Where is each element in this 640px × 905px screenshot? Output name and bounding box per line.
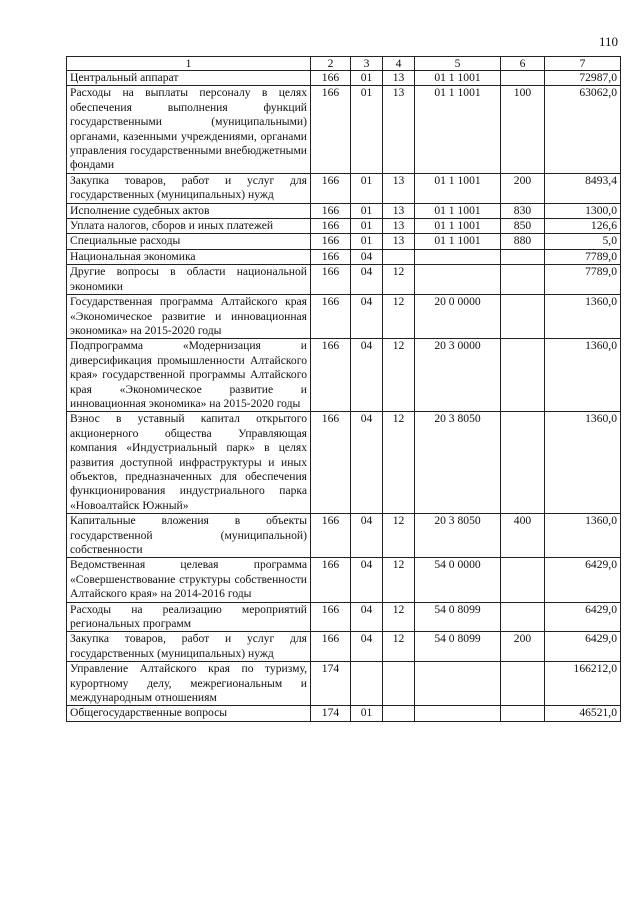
table-row <box>67 203 621 218</box>
cell-expense-type <box>501 602 545 632</box>
budget-table <box>66 56 621 722</box>
cell-expense-type <box>501 265 545 295</box>
table-row <box>67 295 621 339</box>
cell-subsection: 12 <box>383 339 415 412</box>
cell-amount: 1360,0 <box>545 339 621 412</box>
header-col-5: 5 <box>415 57 501 71</box>
cell-ministry-code: 166 <box>311 219 351 234</box>
cell-subsection: 13 <box>383 71 415 86</box>
cell-subsection: 13 <box>383 219 415 234</box>
cell-subsection: 12 <box>383 412 415 514</box>
cell-name: Ведомственная целевая программа «Совершенствование структуры собственности Алтайского края» на 2014-2016 годы <box>67 558 311 602</box>
cell-expense-type: 830 <box>501 203 545 218</box>
cell-target-article: 01 1 1001 <box>415 71 501 86</box>
cell-target-article: 20 3 8050 <box>415 412 501 514</box>
cell-subsection: 12 <box>383 602 415 632</box>
cell-expense-type: 400 <box>501 514 545 558</box>
table-row <box>67 706 621 721</box>
cell-section: 01 <box>351 706 383 721</box>
cell-amount: 166212,0 <box>545 662 621 706</box>
cell-section: 04 <box>351 295 383 339</box>
cell-subsection <box>383 662 415 706</box>
cell-section: 01 <box>351 173 383 203</box>
header-col-1: 1 <box>67 57 311 71</box>
cell-amount: 46521,0 <box>545 706 621 721</box>
cell-ministry-code: 166 <box>311 558 351 602</box>
cell-section: 01 <box>351 203 383 218</box>
cell-subsection: 13 <box>383 234 415 249</box>
cell-expense-type <box>501 706 545 721</box>
cell-expense-type: 200 <box>501 632 545 662</box>
cell-ministry-code: 166 <box>311 173 351 203</box>
table-row <box>67 249 621 264</box>
cell-ministry-code: 174 <box>311 706 351 721</box>
cell-target-article: 01 1 1001 <box>415 203 501 218</box>
cell-name: Расходы на реализацию мероприятий региональных программ <box>67 602 311 632</box>
cell-name: Управление Алтайского края по туризму, курортному делу, межрегиональным и международным отношениям <box>67 662 311 706</box>
header-col-4: 4 <box>383 57 415 71</box>
cell-subsection: 13 <box>383 86 415 173</box>
cell-amount: 6429,0 <box>545 632 621 662</box>
cell-amount: 1360,0 <box>545 295 621 339</box>
cell-name: Исполнение судебных актов <box>67 203 311 218</box>
cell-expense-type: 850 <box>501 219 545 234</box>
cell-ministry-code: 166 <box>311 249 351 264</box>
cell-ministry-code: 174 <box>311 662 351 706</box>
cell-expense-type: 200 <box>501 173 545 203</box>
cell-section: 01 <box>351 234 383 249</box>
cell-subsection: 13 <box>383 173 415 203</box>
cell-target-article: 54 0 8099 <box>415 632 501 662</box>
cell-section: 01 <box>351 86 383 173</box>
cell-ministry-code: 166 <box>311 514 351 558</box>
cell-expense-type <box>501 249 545 264</box>
cell-ministry-code: 166 <box>311 234 351 249</box>
cell-section: 04 <box>351 558 383 602</box>
cell-target-article: 20 3 8050 <box>415 514 501 558</box>
page-number: 110 <box>598 34 618 49</box>
table-row <box>67 662 621 706</box>
cell-ministry-code: 166 <box>311 295 351 339</box>
cell-amount: 72987,0 <box>545 71 621 86</box>
cell-name: Другие вопросы в области национальной экономики <box>67 265 311 295</box>
table-row <box>67 173 621 203</box>
table-row <box>67 71 621 86</box>
cell-section <box>351 662 383 706</box>
cell-section: 04 <box>351 265 383 295</box>
cell-ministry-code: 166 <box>311 86 351 173</box>
cell-name: Капитальные вложения в объекты государственной (муниципальной) собственности <box>67 514 311 558</box>
cell-section: 04 <box>351 514 383 558</box>
cell-subsection <box>383 706 415 721</box>
header-col-6: 6 <box>501 57 545 71</box>
cell-subsection: 12 <box>383 295 415 339</box>
cell-expense-type: 880 <box>501 234 545 249</box>
cell-section: 04 <box>351 632 383 662</box>
cell-subsection: 12 <box>383 514 415 558</box>
cell-target-article <box>415 249 501 264</box>
cell-ministry-code: 166 <box>311 265 351 295</box>
cell-expense-type <box>501 295 545 339</box>
cell-section: 04 <box>351 412 383 514</box>
cell-section: 01 <box>351 219 383 234</box>
cell-target-article <box>415 662 501 706</box>
table-row <box>67 514 621 558</box>
cell-target-article: 01 1 1001 <box>415 219 501 234</box>
header-col-7: 7 <box>545 57 621 71</box>
cell-name: Уплата налогов, сборов и иных платежей <box>67 219 311 234</box>
cell-target-article: 01 1 1001 <box>415 86 501 173</box>
cell-amount: 5,0 <box>545 234 621 249</box>
cell-amount: 7789,0 <box>545 249 621 264</box>
cell-target-article: 20 3 0000 <box>415 339 501 412</box>
cell-expense-type: 100 <box>501 86 545 173</box>
header-col-2: 2 <box>311 57 351 71</box>
cell-expense-type <box>501 558 545 602</box>
cell-amount: 63062,0 <box>545 86 621 173</box>
cell-target-article <box>415 706 501 721</box>
cell-ministry-code: 166 <box>311 339 351 412</box>
cell-amount: 6429,0 <box>545 602 621 632</box>
cell-section: 04 <box>351 249 383 264</box>
cell-target-article: 54 0 0000 <box>415 558 501 602</box>
cell-subsection <box>383 249 415 264</box>
cell-amount: 126,6 <box>545 219 621 234</box>
cell-amount: 1300,0 <box>545 203 621 218</box>
table-row <box>67 339 621 412</box>
cell-ministry-code: 166 <box>311 632 351 662</box>
cell-name: Национальная экономика <box>67 249 311 264</box>
cell-amount: 1360,0 <box>545 412 621 514</box>
table-body <box>67 71 621 722</box>
table-row <box>67 602 621 632</box>
cell-ministry-code: 166 <box>311 71 351 86</box>
cell-target-article: 01 1 1001 <box>415 173 501 203</box>
cell-target-article: 54 0 8099 <box>415 602 501 632</box>
cell-amount: 8493,4 <box>545 173 621 203</box>
table-row <box>67 86 621 173</box>
cell-expense-type <box>501 71 545 86</box>
cell-subsection: 12 <box>383 265 415 295</box>
cell-name: Центральный аппарат <box>67 71 311 86</box>
cell-target-article: 01 1 1001 <box>415 234 501 249</box>
table-row <box>67 632 621 662</box>
cell-ministry-code: 166 <box>311 412 351 514</box>
cell-name: Закупка товаров, работ и услуг для государственных (муниципальных) нужд <box>67 173 311 203</box>
cell-name: Закупка товаров, работ и услуг для государственных (муниципальных) нужд <box>67 632 311 662</box>
cell-ministry-code: 166 <box>311 602 351 632</box>
cell-expense-type <box>501 662 545 706</box>
cell-expense-type <box>501 412 545 514</box>
cell-amount: 6429,0 <box>545 558 621 602</box>
cell-amount: 7789,0 <box>545 265 621 295</box>
cell-name: Специальные расходы <box>67 234 311 249</box>
cell-target-article <box>415 265 501 295</box>
table-row <box>67 219 621 234</box>
cell-target-article: 20 0 0000 <box>415 295 501 339</box>
table-row <box>67 234 621 249</box>
table-row <box>67 558 621 602</box>
cell-section: 01 <box>351 71 383 86</box>
header-col-3: 3 <box>351 57 383 71</box>
header-row <box>67 57 621 71</box>
cell-ministry-code: 166 <box>311 203 351 218</box>
cell-amount: 1360,0 <box>545 514 621 558</box>
cell-name: Расходы на выплаты персоналу в целях обеспечения выполнения функций государственными (муниципальными) органами, казенными учреждениями, органами управления государственными внебюджетными фондами <box>67 86 311 173</box>
cell-name: Взнос в уставный капитал открытого акционерного общества Управляющая компания «Индустриальный парк» в целях развития доступной инфраструктуры и иных объектов, предназначенных для обеспечения функционирования индустриального парка «Новоалтайск Южный» <box>67 412 311 514</box>
table-row <box>67 265 621 295</box>
cell-subsection: 12 <box>383 632 415 662</box>
cell-subsection: 12 <box>383 558 415 602</box>
table-row <box>67 412 621 514</box>
table-header <box>67 57 621 71</box>
cell-section: 04 <box>351 602 383 632</box>
cell-subsection: 13 <box>383 203 415 218</box>
cell-name: Подпрограмма «Модернизация и диверсификация промышленности Алтайского края» государственной программы Алтайского края «Экономическое развитие и инновационная экономика» на 2015-2020 годы <box>67 339 311 412</box>
cell-name: Государственная программа Алтайского края «Экономическое развитие и инновационная экономика» на 2015-2020 годы <box>67 295 311 339</box>
cell-expense-type <box>501 339 545 412</box>
cell-section: 04 <box>351 339 383 412</box>
cell-name: Общегосударственные вопросы <box>67 706 311 721</box>
